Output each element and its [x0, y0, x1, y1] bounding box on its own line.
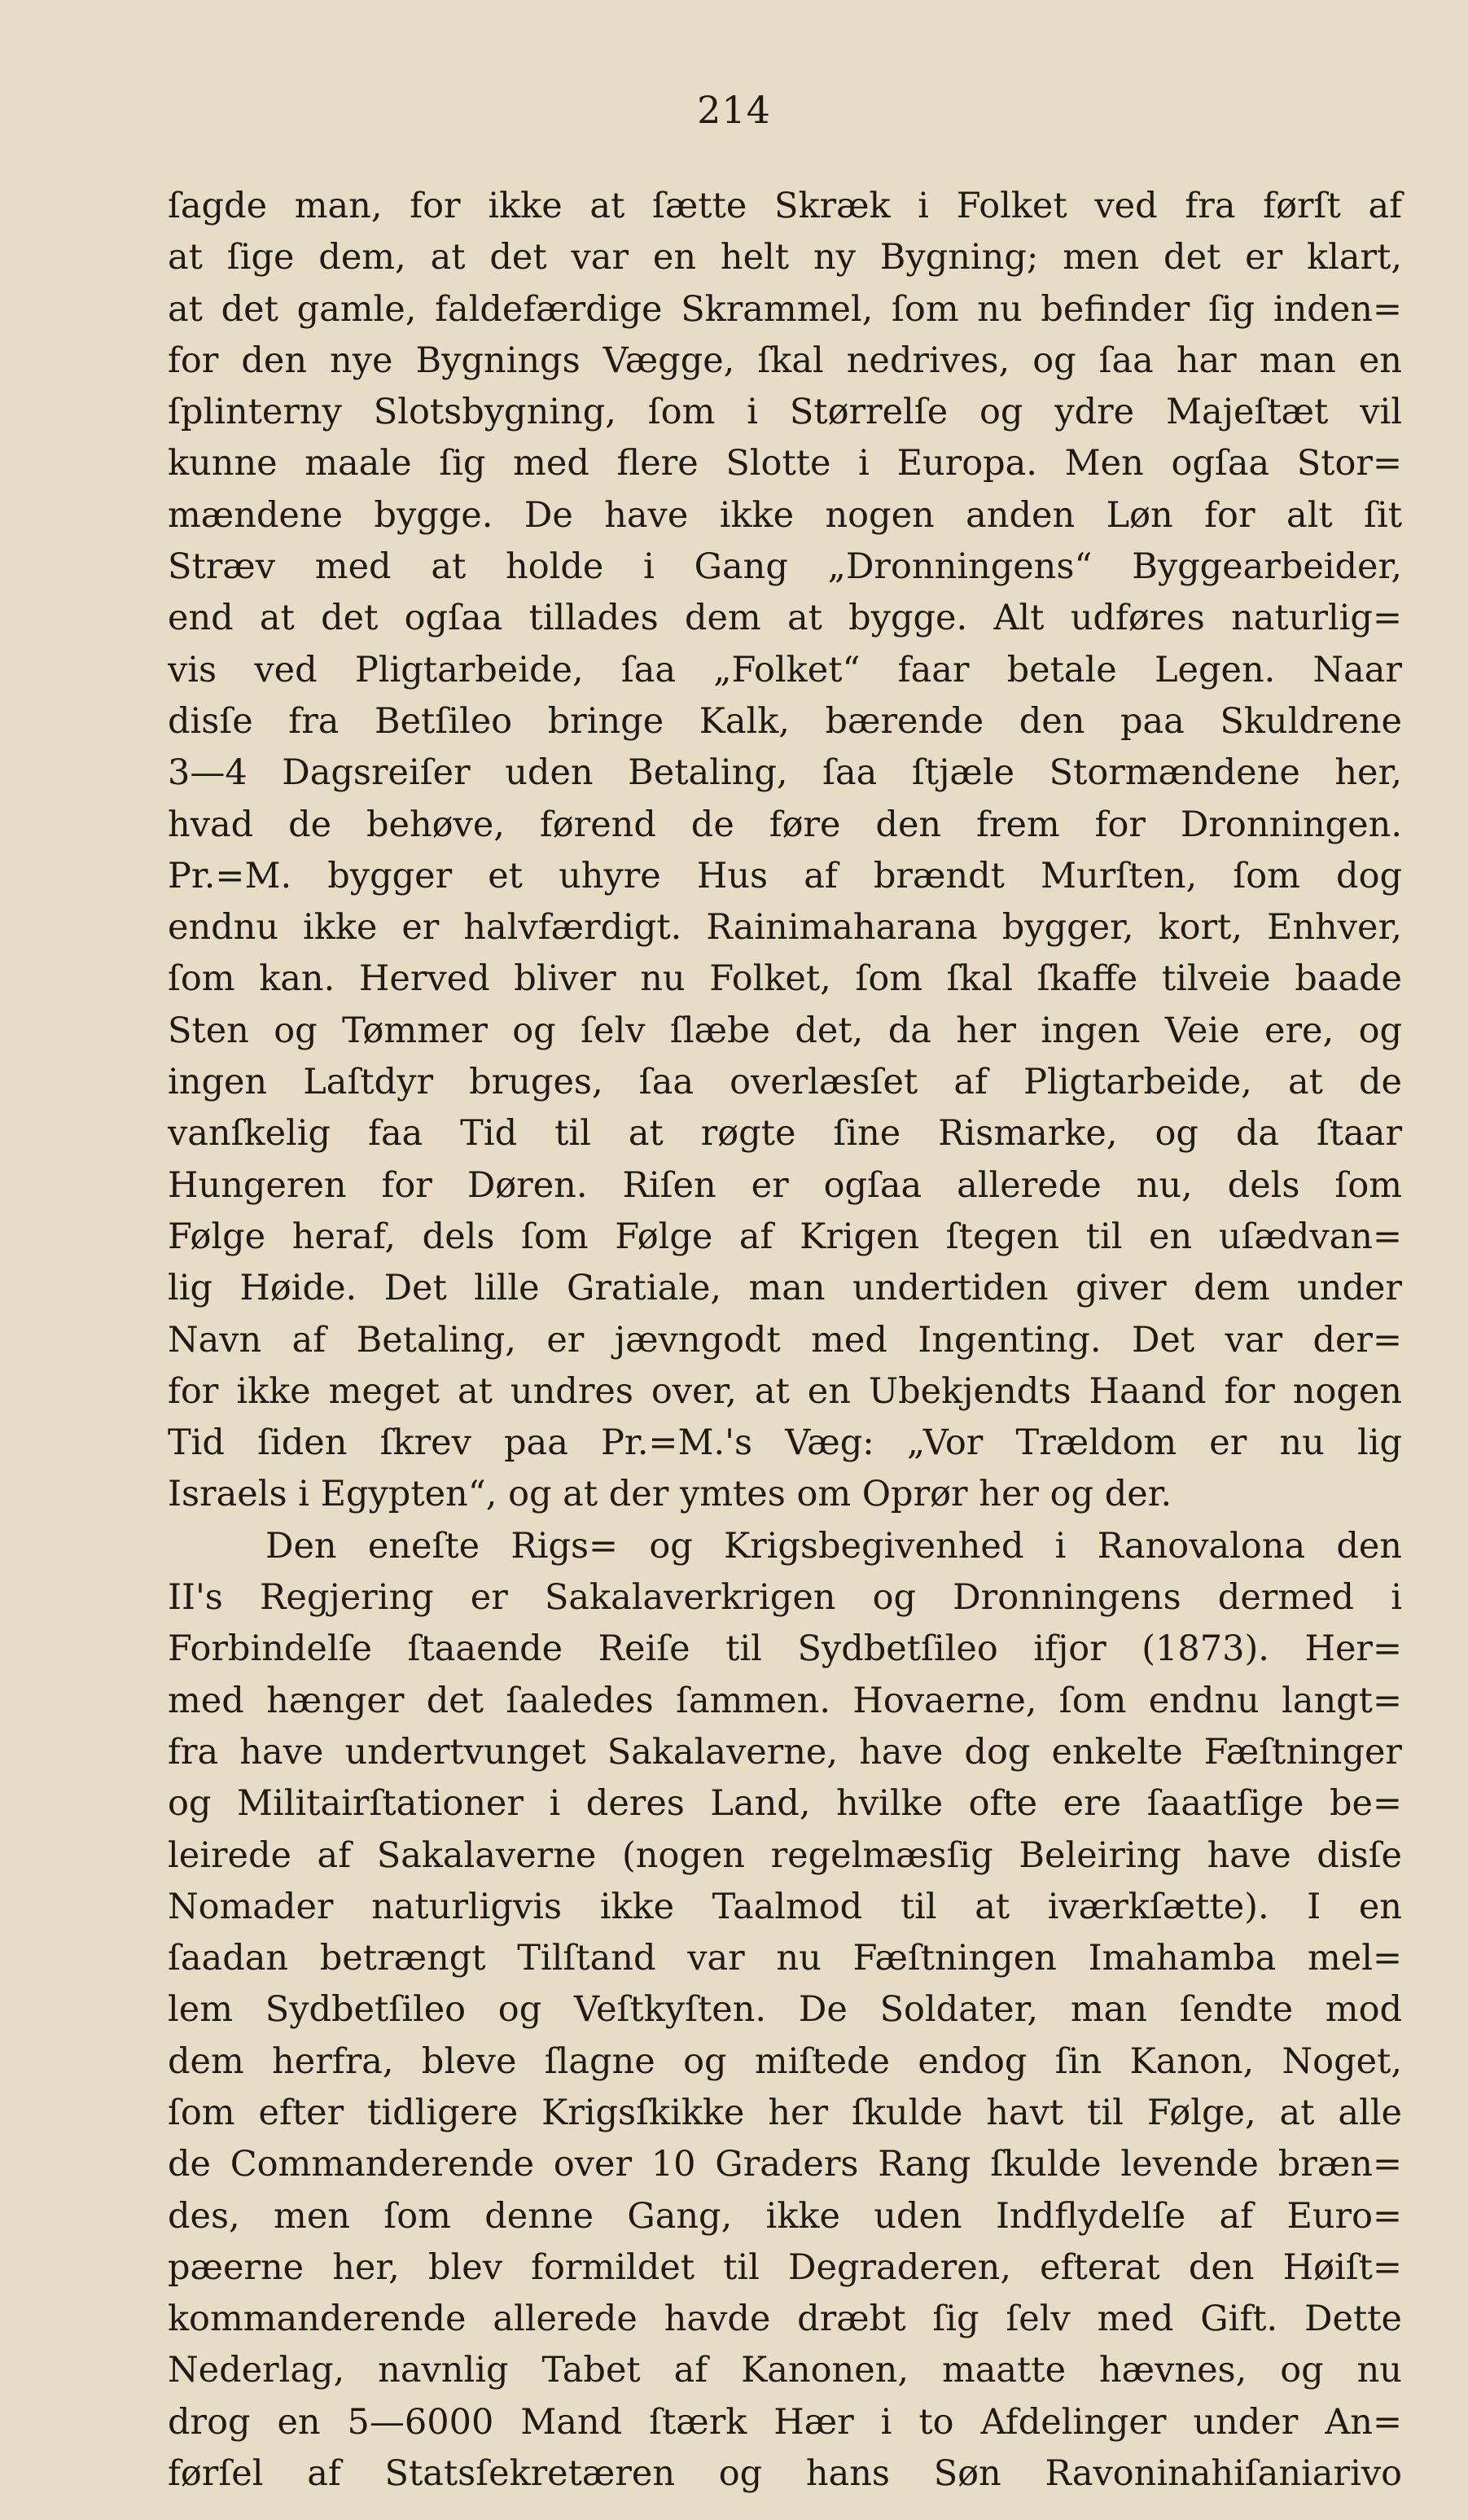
- text-line: ſplinterny Slotsbygning, ſom i Størrelſe og ydre Majeſtæt vil: [168, 392, 1402, 433]
- text-line: 3—4 Dagsreiſer uden Betaling, ſaa ſtjæle Stormændene her,: [168, 752, 1402, 794]
- text-line: Tid ſiden ſkrev paa Pr.=M.'s Væg: „Vor Trældom er nu lig: [168, 1422, 1402, 1464]
- text-line: ſaadan betrængt Tilſtand var nu Fæſtningen Imahamba mel=: [168, 1938, 1402, 1979]
- text-line: ſom kan. Herved bliver nu Folket, ſom ſkal ſkaffe tilveie baade: [168, 958, 1402, 1000]
- body-text: [168, 181, 1402, 2500]
- text-line: ſom efter tidligere Krigsſkikke her ſkulde havt til Følge, at alle: [168, 2092, 1402, 2133]
- text-line: ingen Laſtdyr bruges, ſaa overlæsſet af Pligtarbeide, at de: [168, 1062, 1402, 1103]
- text-line: des, men ſom denne Gang, ikke uden Indflydelſe af Euro=: [168, 2195, 1402, 2237]
- text-line: vanſkelig faa Tid til at røgte ſine Rismarke, og da ſtaar: [168, 1113, 1402, 1155]
- text-line: Hungeren for Døren. Riſen er ogſaa allerede nu, dels ſom: [168, 1164, 1402, 1206]
- text-line: for ikke meget at undres over, at en Ubekjendts Haand for nogen: [168, 1370, 1402, 1412]
- text-line: pæerne her, blev formildet til Degraderen, efterat den Høiſt=: [168, 2246, 1402, 2288]
- text-line: og Militairſtationer i deres Land, hvilke ofte ere ſaaatſige be=: [168, 1783, 1402, 1825]
- text-line: dem herfra, bleve ſlagne og miſtede endog ſin Kanon, Noget,: [168, 2040, 1402, 2082]
- text-line: end at det ogſaa tillades dem at bygge. Alt udføres naturlig=: [168, 598, 1402, 639]
- text-line: Stræv med at holde i Gang „Dronningens“ Byggearbeider,: [168, 546, 1402, 588]
- text-line: drog en 5—6000 Mand ſtærk Hær i to Afdelinger under An=: [168, 2401, 1402, 2443]
- text-line: lig Høide. Det lille Gratiale, man undertiden giver dem under: [168, 1268, 1402, 1309]
- text-line: kommanderende allerede havde dræbt ſig ſelv med Gift. Dette: [168, 2299, 1402, 2340]
- paragraph-start-line: Den eneſte Rigs= og Krigsbegivenhed i Ranovalona den: [265, 1525, 1402, 1567]
- text-line: leirede af Sakalaverne (nogen regelmæsſig Beleiring have disſe: [168, 1834, 1402, 1876]
- text-line: fra have undertvunget Sakalaverne, have dog enkelte Fæſtninger: [168, 1731, 1402, 1773]
- text-line: Navn af Betaling, er jævngodt med Ingenting. Det var der=: [168, 1319, 1402, 1361]
- text-line: for den nye Bygnings Vægge, ſkal nedrives, og ſaa har man en: [168, 340, 1402, 381]
- text-line: hvad de behøve, førend de føre den frem for Dronningen.: [168, 804, 1402, 845]
- text-line: de Commanderende over 10 Graders Rang ſkulde levende bræn=: [168, 2144, 1402, 2185]
- text-line: Følge heraf, dels ſom Følge af Krigen ſtegen til en uſædvan=: [168, 1216, 1402, 1257]
- text-line: førſel af Statsſekretæren og hans Søn Ravoninahiſaniarivo: [168, 2453, 1402, 2495]
- text-line: at ſige dem, at det var en helt ny Bygning; men det er klart,: [168, 237, 1402, 278]
- text-line: vis ved Pligtarbeide, ſaa „Folket“ faar betale Legen. Naar: [168, 649, 1402, 690]
- text-line: lem Sydbetſileo og Veſtkyſten. De Soldater, man ſendte mod: [168, 1989, 1402, 2031]
- text-line: Nomader naturligvis ikke Taalmod til at iværkſætte). I en: [168, 1886, 1402, 1927]
- text-line: mændene bygge. De have ikke nogen anden Løn for alt ſit: [168, 494, 1402, 536]
- text-line: II's Regjering er Sakalaverkrigen og Dronningens dermed i: [168, 1577, 1402, 1619]
- text-line: kunne maale ſig med flere Slotte i Europa. Men ogſaa Stor=: [168, 443, 1402, 484]
- text-line: Forbindelſe ſtaaende Reiſe til Sydbetſileo ifjor (1873). Her=: [168, 1628, 1402, 1670]
- text-line: endnu ikke er halvfærdigt. Rainimaharana bygger, kort, Enhver,: [168, 907, 1402, 949]
- text-line: Sten og Tømmer og ſelv ſlæbe det, da her ingen Veie ere, og: [168, 1010, 1402, 1051]
- text-line: Israels i Egypten“, og at der ymtes om Oprør her og der.: [168, 1474, 1172, 1515]
- text-line: med hænger det ſaaledes ſammen. Hovaerne, ſom endnu langt=: [168, 1680, 1402, 1721]
- page-number: 214: [697, 88, 771, 132]
- text-line: at det gamle, faldefærdige Skrammel, ſom nu befinder ſig inden=: [168, 288, 1402, 330]
- text-line: ſagde man, for ikke at ſætte Skræk i Folket ved fra førſt af: [168, 186, 1402, 226]
- text-line: Pr.=M. bygger et uhyre Hus af brændt Murſten, ſom dog: [168, 855, 1402, 896]
- text-line: Nederlag, navnlig Tabet af Kanonen, maatte hævnes, og nu: [168, 2350, 1402, 2391]
- text-line: disſe fra Betſileo bringe Kalk, bærende den paa Skuldrene: [168, 700, 1402, 742]
